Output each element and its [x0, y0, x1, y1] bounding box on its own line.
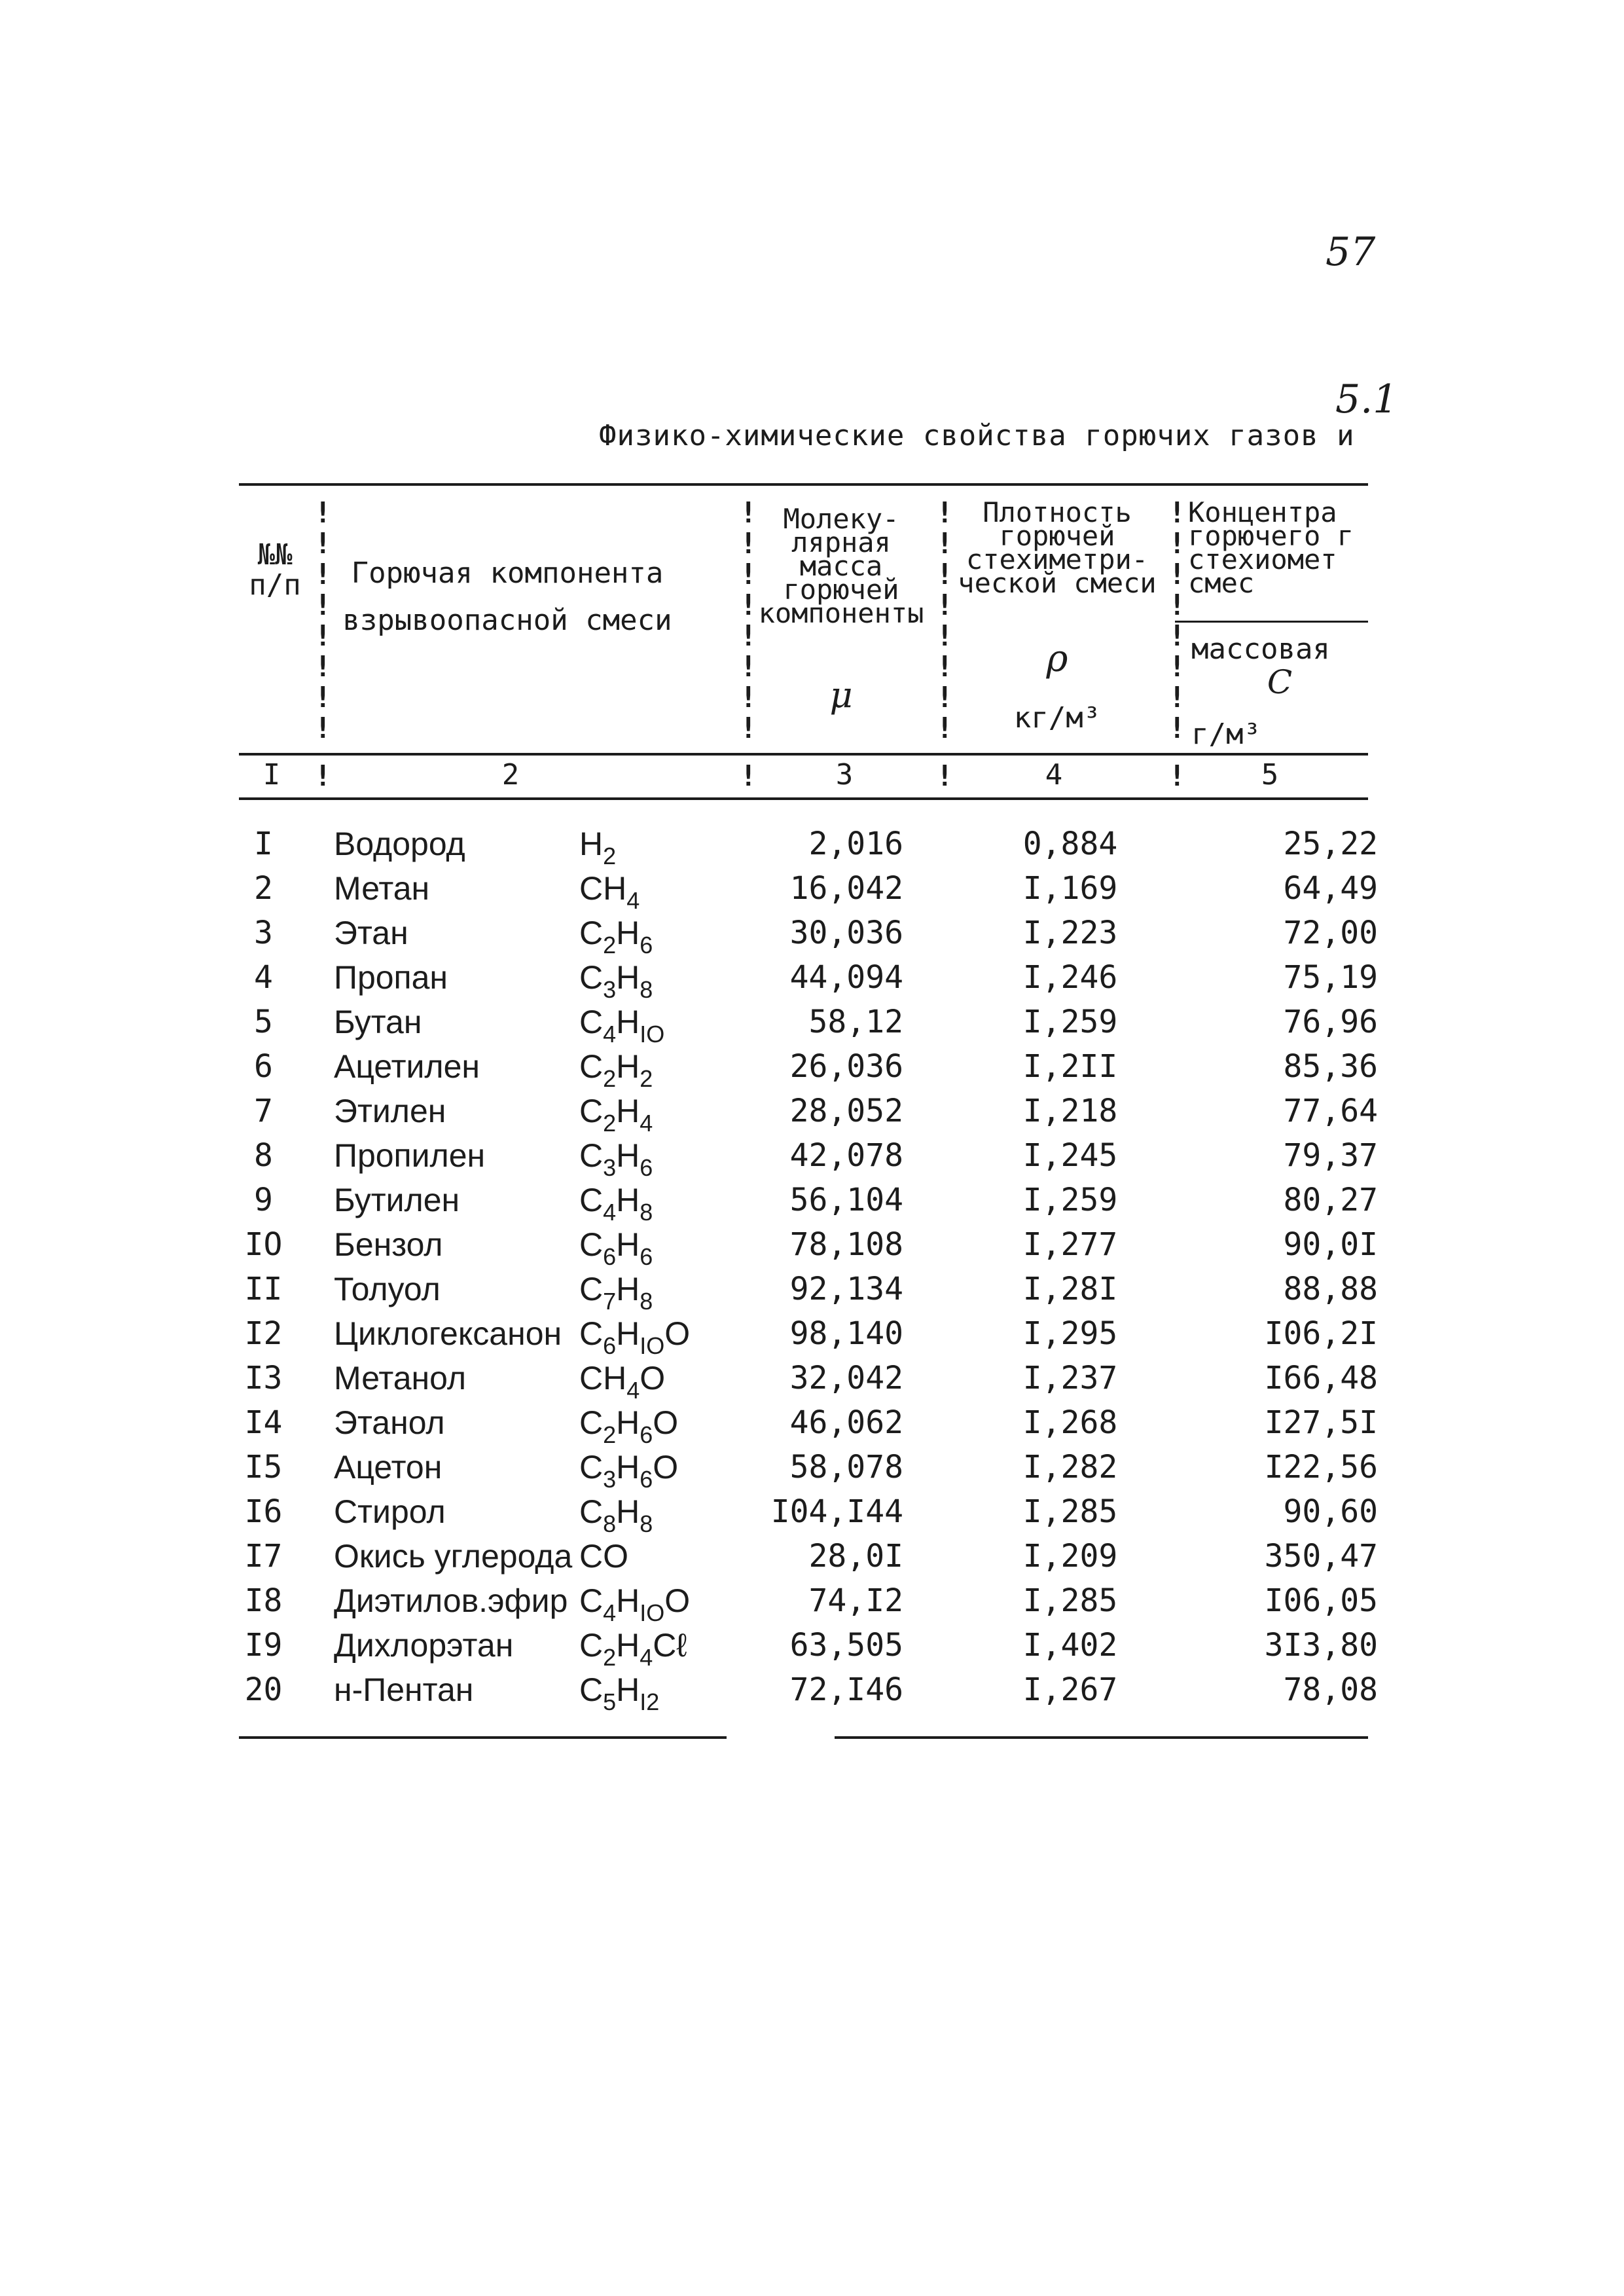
chemical-formula: $C_2H_6$: [579, 915, 653, 958]
mass-concentration: 80,27: [1283, 1182, 1378, 1218]
mass-concentration: 350,47: [1264, 1538, 1378, 1575]
mixture-density: I,277: [1022, 1226, 1118, 1263]
column-number: I: [262, 758, 281, 792]
mixture-density: I,246: [1022, 959, 1118, 996]
mass-concentration: 75,19: [1283, 959, 1378, 996]
mixture-density: I,259: [1022, 1182, 1118, 1218]
molecular-mass: 58,12: [808, 1004, 903, 1040]
chemical-formula: $H_2$: [579, 826, 617, 869]
component-name: Бензол: [334, 1226, 443, 1263]
component-name: Метанол: [334, 1360, 467, 1396]
mass-concentration: 64,49: [1283, 870, 1378, 907]
header-mass: Молеку- лярная масса горючей компоненты: [758, 503, 924, 629]
chemical-formula: $C_2H_2$: [579, 1048, 653, 1092]
mass-concentration: 76,96: [1283, 1004, 1378, 1040]
molecular-mass: 42,078: [789, 1137, 903, 1174]
table-end-rule-left: [239, 1736, 727, 1739]
chemical-formula: $C_4H_{IO}$: [579, 1004, 665, 1048]
column-number: 5: [1261, 758, 1279, 792]
chemical-formula: $C_8H_8$: [579, 1493, 653, 1537]
table-row: [236, 1267, 1381, 1315]
chemical-formula: $C_6H_{IO}O$: [579, 1315, 691, 1359]
mass-symbol: μ: [829, 674, 853, 716]
component-name: н-Пентан: [334, 1671, 474, 1708]
mixture-density: I,169: [1022, 870, 1118, 907]
row-number: IO: [244, 1226, 283, 1263]
mixture-density: I,402: [1022, 1627, 1118, 1664]
row-number: 6: [254, 1048, 273, 1085]
mixture-density: I,267: [1022, 1671, 1118, 1708]
header-num: №№ п/п: [249, 538, 301, 602]
mixture-density: I,209: [1022, 1538, 1118, 1575]
chemical-formula: $CH_4$: [579, 870, 640, 914]
molecular-mass: 2,016: [808, 826, 903, 862]
table-row: [236, 955, 1381, 1003]
column-number: 4: [1045, 758, 1063, 792]
table-row: [236, 1534, 1381, 1578]
density-symbol: ρ: [1046, 638, 1068, 680]
chemical-formula: $C_7H_8$: [579, 1271, 653, 1315]
component-name: Пропилен: [334, 1137, 486, 1174]
component-name: Бутан: [334, 1004, 422, 1040]
mixture-density: I,285: [1022, 1582, 1118, 1619]
column-number: 2: [501, 758, 520, 792]
table-top-rule: [239, 483, 1368, 486]
row-number: I: [254, 826, 273, 862]
chemical-formula: $CH_4O$: [579, 1360, 666, 1404]
chemical-formula: $C_2H_4C\ell$: [579, 1627, 687, 1671]
chemical-formula: $C_5H_{I2}$: [579, 1671, 660, 1715]
component-name: Окись углерода: [334, 1538, 573, 1575]
column-separator: !: [740, 759, 757, 793]
component-name: Этанол: [334, 1404, 445, 1441]
mass-concentration: 90,0I: [1283, 1226, 1378, 1263]
molecular-mass: 98,140: [789, 1315, 903, 1352]
component-name: Стирол: [334, 1493, 446, 1530]
chemical-formula: $C_3H_6O$: [579, 1449, 679, 1493]
density-unit: кг/м³: [1013, 701, 1101, 735]
chemical-formula: $C_6H_6$: [579, 1226, 653, 1270]
mass-concentration: 88,88: [1283, 1271, 1378, 1307]
component-name: Циклогексанон: [334, 1315, 562, 1352]
table-row: [236, 1000, 1381, 1048]
molecular-mass: 28,052: [789, 1093, 903, 1129]
molecular-mass: 63,505: [789, 1627, 903, 1664]
table-row: [236, 1178, 1381, 1226]
component-name: Водород: [334, 826, 465, 862]
column-separator: !: [314, 759, 332, 793]
mixture-density: I,295: [1022, 1315, 1118, 1352]
mass-concentration: I27,5I: [1264, 1404, 1378, 1441]
mass-concentration: 79,37: [1283, 1137, 1378, 1174]
chemical-formula: $C_3H_6$: [579, 1137, 653, 1181]
conc-mass-subheader: массовая: [1191, 632, 1330, 666]
component-name: Этан: [334, 915, 408, 951]
number-row-rule: [239, 797, 1368, 800]
table-number: 5.1: [1335, 376, 1398, 422]
table-row: [236, 822, 1381, 869]
row-number: 7: [254, 1093, 273, 1129]
page-number: 57: [1326, 229, 1376, 275]
table-row: [236, 1400, 1381, 1448]
row-number: I7: [244, 1538, 283, 1575]
component-name: Толуол: [334, 1271, 441, 1307]
mixture-density: I,285: [1022, 1493, 1118, 1530]
header-density: Плотность горючей стехиметри- ческой смеси: [958, 496, 1157, 599]
molecular-mass: 56,104: [789, 1182, 903, 1218]
column-separator: !: [936, 759, 954, 793]
column-number: 3: [835, 758, 854, 792]
row-number: I6: [244, 1493, 283, 1530]
column-separator: ! ! ! ! ! ! ! !: [1168, 496, 1186, 745]
row-number: 5: [254, 1004, 273, 1040]
column-separator: ! ! ! ! ! ! ! !: [740, 496, 757, 745]
chemical-formula: $C_2H_4$: [579, 1093, 653, 1137]
mixture-density: I,218: [1022, 1093, 1118, 1129]
molecular-mass: 72,I46: [789, 1671, 903, 1708]
mixture-density: 0,884: [1022, 826, 1118, 862]
table-row: [236, 1044, 1381, 1092]
row-number: I4: [244, 1404, 283, 1441]
chemical-formula: $C_4H_{IO}O$: [579, 1582, 691, 1626]
component-name: Дихлорэтан: [334, 1627, 514, 1664]
row-number: I3: [244, 1360, 283, 1396]
mixture-density: I,268: [1022, 1404, 1118, 1441]
row-number: 3: [254, 915, 273, 951]
row-number: I5: [244, 1449, 283, 1485]
table-row: [236, 1489, 1381, 1537]
component-name: Диэтилов.эфир: [334, 1582, 568, 1619]
mass-concentration: 90,60: [1283, 1493, 1378, 1530]
mixture-density: I,237: [1022, 1360, 1118, 1396]
mixture-density: I,259: [1022, 1004, 1118, 1040]
molecular-mass: 78,108: [789, 1226, 903, 1263]
conc-subheader-rule: [1175, 621, 1368, 623]
conc-symbol: C: [1267, 663, 1293, 701]
table-row: [236, 1445, 1381, 1493]
mass-concentration: 3I3,80: [1264, 1627, 1378, 1664]
column-separator: ! ! ! ! ! ! ! !: [314, 496, 332, 745]
component-name: Метан: [334, 870, 430, 907]
molecular-mass: I04,I44: [770, 1493, 903, 1530]
chemical-formula: $C_4H_8$: [579, 1182, 653, 1226]
molecular-mass: 92,134: [789, 1271, 903, 1307]
table-end-rule-right: [835, 1736, 1368, 1739]
component-name: Этилен: [334, 1093, 446, 1129]
column-separator: ! ! ! ! ! ! ! !: [936, 496, 954, 745]
mass-concentration: 77,64: [1283, 1093, 1378, 1129]
molecular-mass: 44,094: [789, 959, 903, 996]
row-number: II: [244, 1271, 283, 1307]
table-row: [236, 911, 1381, 958]
component-name: Ацетилен: [334, 1048, 480, 1085]
mass-concentration: I06,2I: [1264, 1315, 1378, 1352]
mass-concentration: I66,48: [1264, 1360, 1378, 1396]
row-number: 20: [244, 1671, 283, 1708]
component-name: Бутилен: [334, 1182, 460, 1218]
table-row: [236, 1311, 1381, 1359]
table-title: Физико-химические свойства горючих газов и: [599, 419, 1355, 452]
molecular-mass: 26,036: [789, 1048, 903, 1085]
table-row: [236, 1133, 1381, 1181]
mass-concentration: I22,56: [1264, 1449, 1378, 1485]
column-separator: !: [1168, 759, 1186, 793]
mass-concentration: 72,00: [1283, 915, 1378, 951]
row-number: 8: [254, 1137, 273, 1174]
table-row: [236, 1667, 1381, 1715]
mixture-density: I,282: [1022, 1449, 1118, 1485]
mixture-density: I,2II: [1022, 1048, 1118, 1085]
row-number: I2: [244, 1315, 283, 1352]
mixture-density: I,245: [1022, 1137, 1118, 1174]
table-row: [236, 866, 1381, 914]
molecular-mass: 74,I2: [808, 1582, 903, 1619]
molecular-mass: 32,042: [789, 1360, 903, 1396]
chemical-formula: CO: [579, 1538, 628, 1575]
table-row: [236, 1578, 1381, 1626]
header-bottom-rule: [239, 753, 1368, 756]
table-row: [236, 1623, 1381, 1671]
mass-concentration: 85,36: [1283, 1048, 1378, 1085]
molecular-mass: 58,078: [789, 1449, 903, 1485]
header-concentration: Концентра горючего г стехиомет смес: [1188, 501, 1354, 599]
component-name: Пропан: [334, 959, 448, 996]
chemical-formula: $C_3H_8$: [579, 959, 653, 1003]
row-number: I8: [244, 1582, 283, 1619]
molecular-mass: 28,0I: [808, 1538, 903, 1575]
table-row: [236, 1089, 1381, 1137]
row-number: 9: [254, 1182, 273, 1218]
conc-unit: г/м³: [1191, 718, 1261, 751]
header-component: Горючая компонента взрывоопасной смеси: [342, 556, 672, 637]
molecular-mass: 30,036: [789, 915, 903, 951]
molecular-mass: 46,062: [789, 1404, 903, 1441]
row-number: 2: [254, 870, 273, 907]
mixture-density: I,223: [1022, 915, 1118, 951]
component-name: Ацетон: [334, 1449, 442, 1485]
table-row: [236, 1222, 1381, 1270]
molecular-mass: 16,042: [789, 870, 903, 907]
row-number: 4: [254, 959, 273, 996]
mass-concentration: 25,22: [1283, 826, 1378, 862]
row-number: I9: [244, 1627, 283, 1664]
table-body: [236, 822, 1381, 1715]
table-row: [236, 1356, 1381, 1404]
mixture-density: I,28I: [1022, 1271, 1118, 1307]
chemical-formula: $C_2H_6O$: [579, 1404, 679, 1448]
mass-concentration: I06,05: [1264, 1582, 1378, 1619]
mass-concentration: 78,08: [1283, 1671, 1378, 1708]
